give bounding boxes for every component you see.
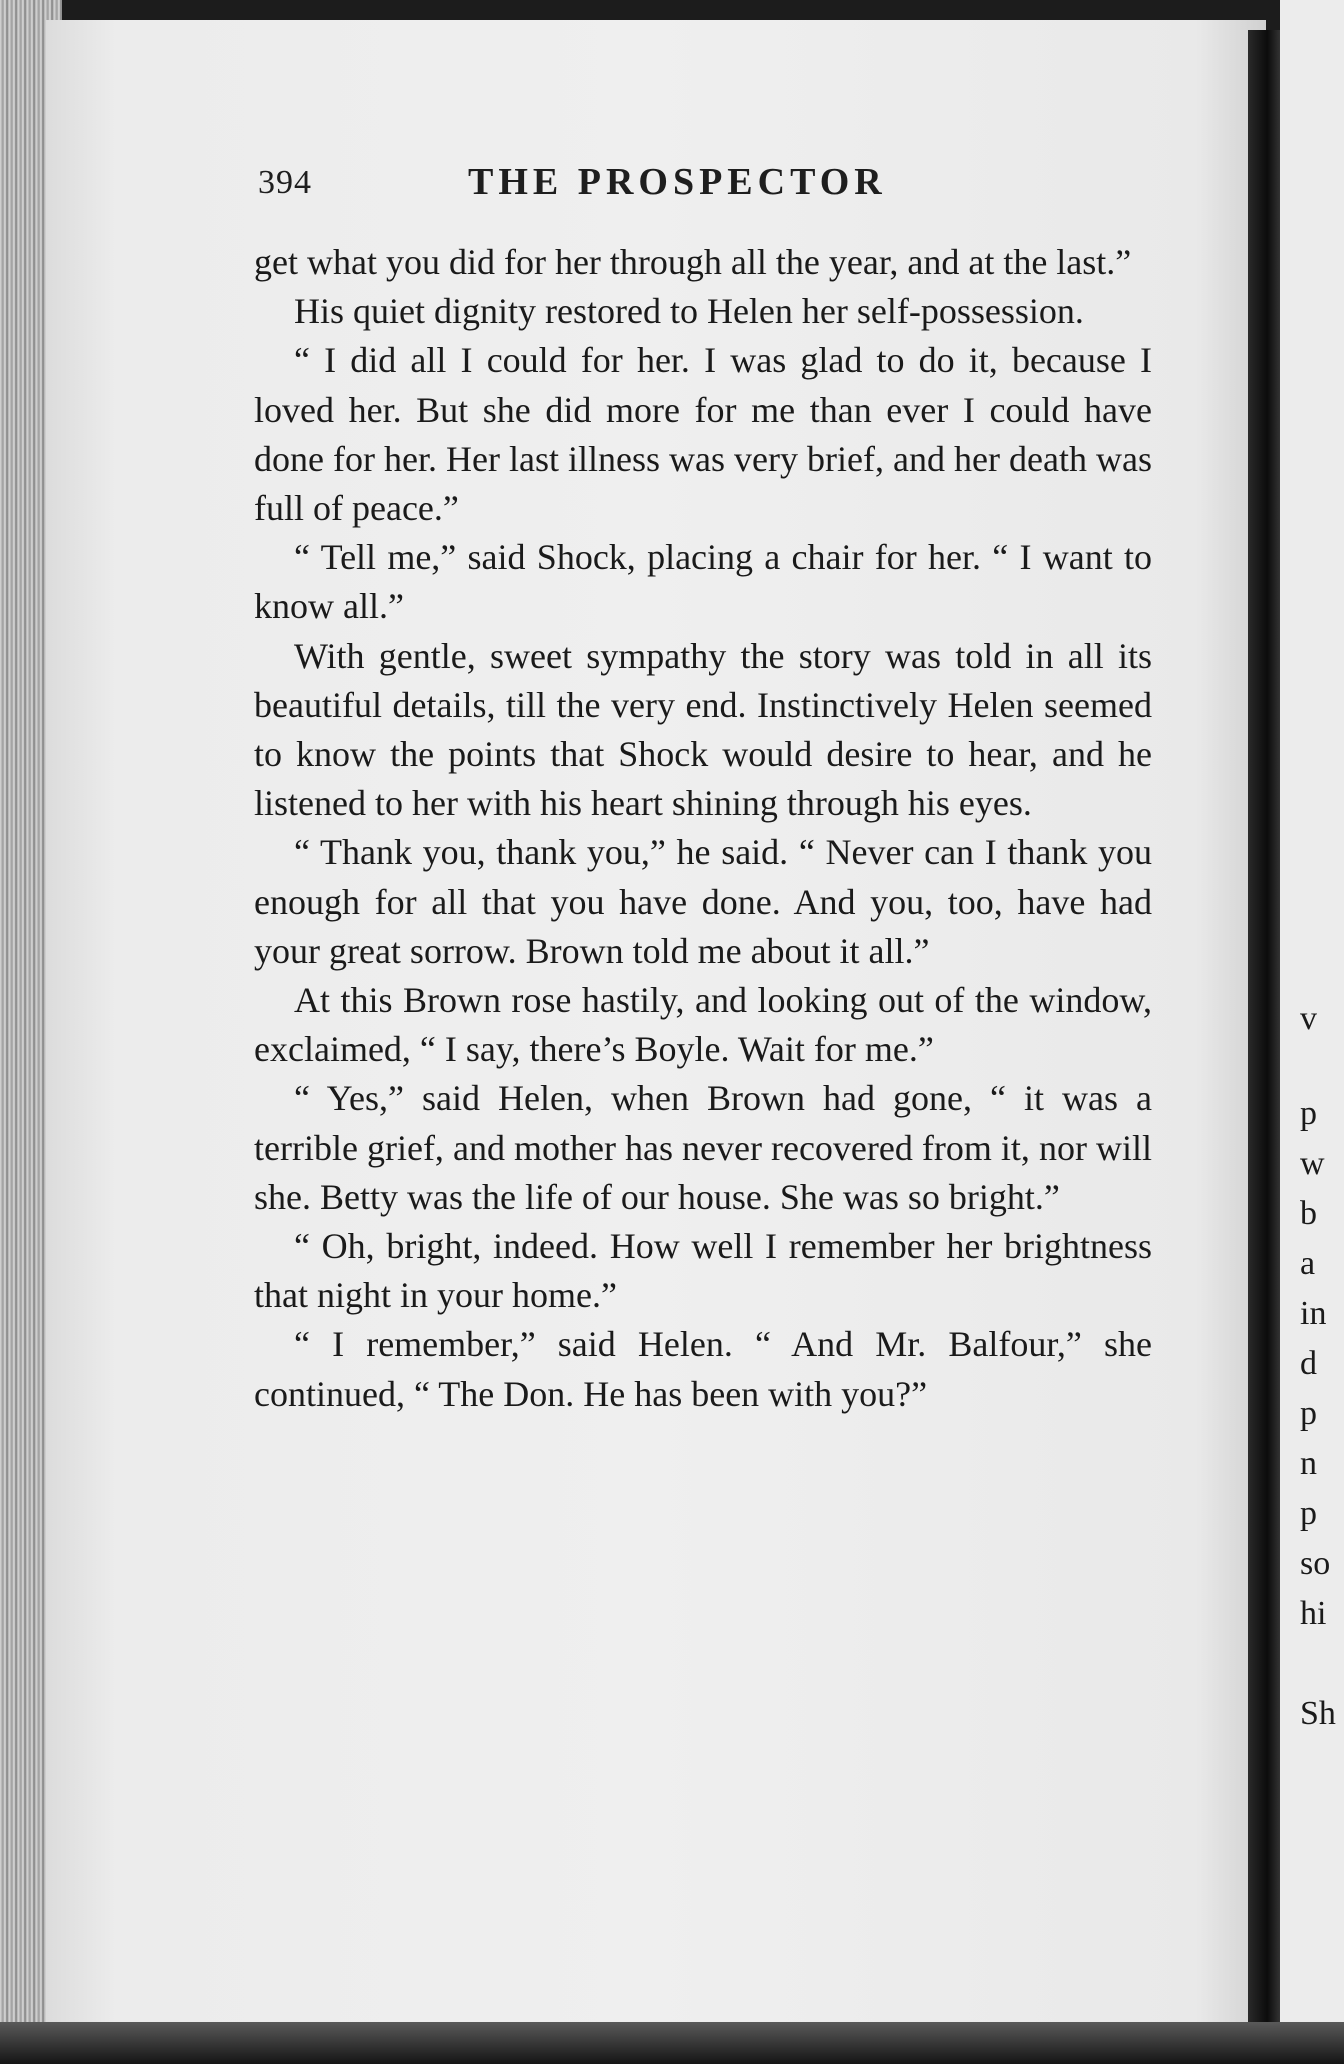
paragraph: “ Oh, bright, indeed. How well I remember her brightness that night in your home.” <box>254 1226 1152 1316</box>
facing-page-fragments <box>1300 0 1344 2064</box>
fragment: d <box>1300 1345 1317 1382</box>
fragment: a <box>1300 1245 1316 1282</box>
paragraph: “ I did all I could for her. I was glad to do it, because I loved her. But she did more for me than ever I could have done for her. Her last illness was very brief, and her death was full of peace.” <box>254 340 1152 529</box>
paragraph: “ Yes,” said Helen, when Brown had gone, “ it was a terrible grief, and mother has never recovered from it, nor will she. Betty was the life of our house. She was so bright.” <box>254 1078 1152 1217</box>
fragment: so <box>1300 1545 1331 1582</box>
paragraph: get what you did for her through all the year, and at the last.” <box>254 242 1132 282</box>
body-text <box>254 238 1152 1419</box>
fragment: p <box>1300 1095 1317 1132</box>
running-head: THE PROSPECTOR <box>468 161 887 203</box>
fragment: hi <box>1300 1595 1327 1632</box>
fragment: Sh <box>1300 1695 1336 1732</box>
fragment: b <box>1300 1195 1317 1232</box>
paragraph: At this Brown rose hastily, and looking out of the window, exclaimed, “ I say, there’s Boyle. Wait for me.” <box>254 980 1152 1070</box>
fragment: w <box>1300 1145 1325 1182</box>
fragment: in <box>1300 1295 1327 1332</box>
book-gutter <box>1248 30 1280 2030</box>
fragment: v <box>1300 1000 1317 1037</box>
page-number: 394 <box>258 164 312 201</box>
paragraph: His quiet dignity restored to Helen her self-possession. <box>294 291 1084 332</box>
paragraph: “ I remember,” said Helen. “ And Mr. Balfour,” she continued, “ The Don. He has been with you?” <box>254 1324 1152 1414</box>
fragment: p <box>1300 1495 1317 1532</box>
fragment: n <box>1300 1445 1317 1482</box>
fragment: p <box>1300 1395 1317 1432</box>
paragraph: With gentle, sweet sympathy the story was told in all its beautiful details, till the very end. Instinctively Helen seemed to know the points that Shock would desire to hear, and he listened to her with his heart shining through his eyes. <box>254 635 1152 824</box>
bottom-edge-shadow <box>0 2022 1344 2064</box>
paragraph: “ Thank you, thank you,” he said. “ Never can I thank you enough for all that you have done. And you, too, have had your great sorrow. Brown told me about it all.” <box>254 832 1152 971</box>
page-header <box>258 160 1156 216</box>
paragraph: “ Tell me,” said Shock, placing a chair for her. “ I want to know all.” <box>254 537 1152 627</box>
